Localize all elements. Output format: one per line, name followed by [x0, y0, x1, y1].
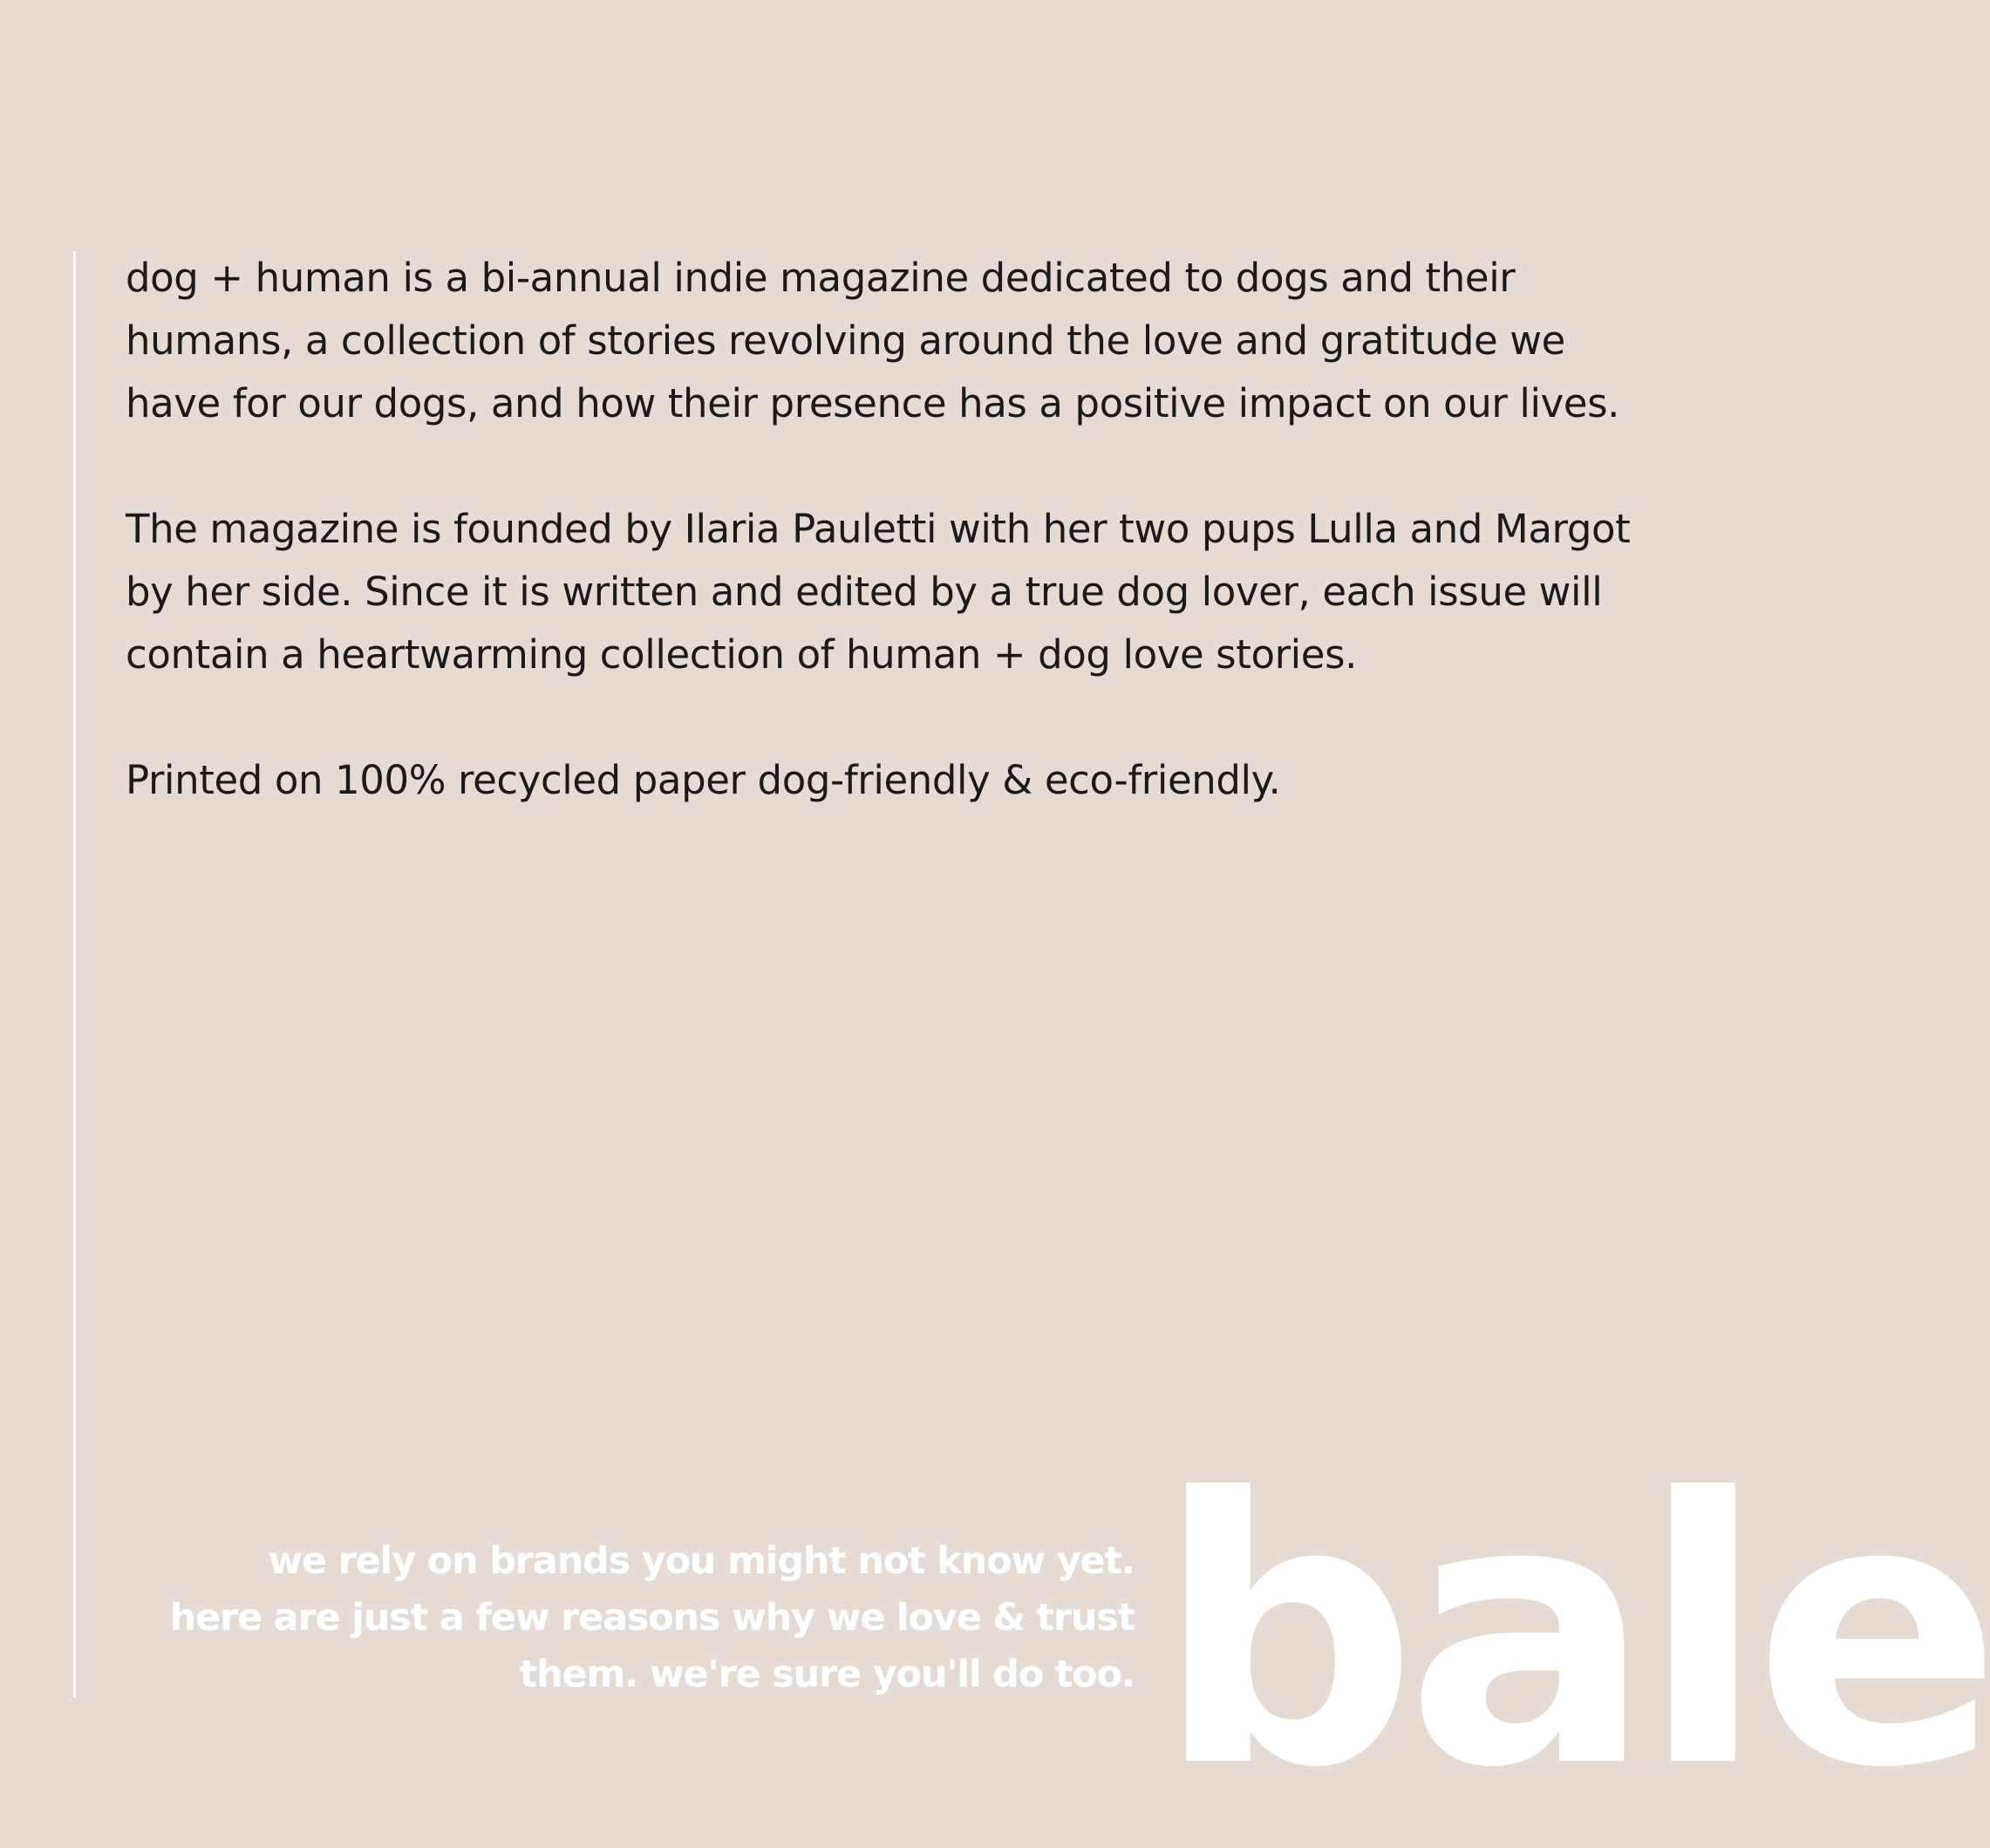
- paragraph-intro: dog + human is a bi-annual indie magazine dedicated to dogs and their humans, a collection of stories revolving around the love and gratitude we have for our dogs, and how their presence has a positive impact on our lives.: [126, 255, 1620, 426]
- magazine-description: [126, 247, 1660, 875]
- paragraph-founder: The magazine is founded by Ilaria Pauletti with her two pups Lulla and Margot by her side. Since it is written and edited by a true dog lover, each issue will contain a heartwarming collection of human + dog love stories.: [126, 506, 1631, 678]
- tagline-line: them. we're sure you'll do too.: [519, 1653, 1135, 1696]
- tagline-line: we rely on brands you might not know yet.: [268, 1539, 1135, 1583]
- vertical-divider: [73, 251, 76, 1697]
- tagline-line: here are just a few reasons why we love & trust: [169, 1596, 1135, 1640]
- brand-tagline: [44, 1533, 1135, 1703]
- brand-wordmark: bale: [1155, 1422, 1990, 1848]
- paragraph-printing: Printed on 100% recycled paper dog-friendly & eco-friendly.: [126, 757, 1281, 803]
